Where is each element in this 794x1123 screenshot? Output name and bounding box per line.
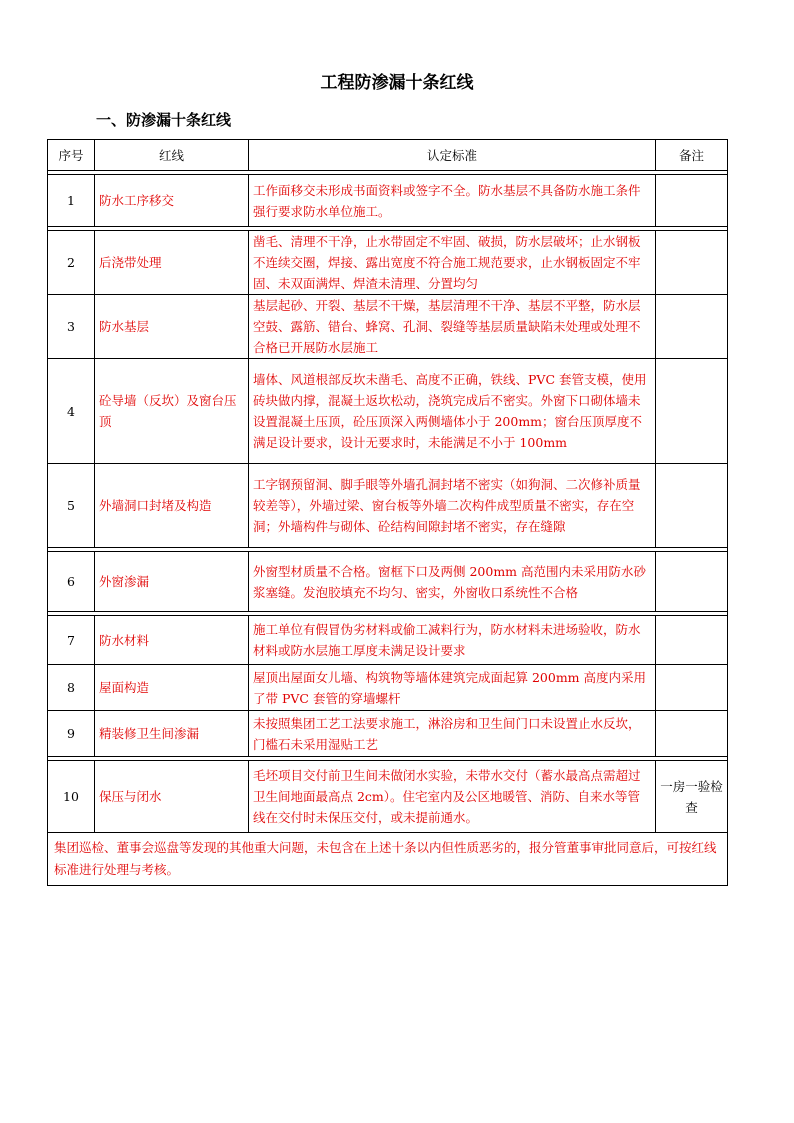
table-header-row [48, 140, 728, 171]
table-row [48, 552, 728, 612]
row-no: 10 [48, 761, 95, 833]
row-line: 外墙洞口封堵及构造 [95, 464, 249, 548]
row-no: 1 [48, 175, 95, 227]
row-note [656, 711, 728, 757]
header-no: 序号 [48, 140, 95, 171]
row-note [656, 464, 728, 548]
row-line: 砼导墙（反坎）及窗台压顶 [95, 359, 249, 464]
table-row [48, 711, 728, 757]
row-standard: 工作面移交未形成书面资料或签字不全。防水基层不具备防水施工条件强行要求防水单位施工。 [249, 175, 656, 227]
page-title: 工程防渗漏十条红线 [320, 73, 474, 93]
row-no: 2 [48, 231, 95, 295]
row-standard: 屋顶出屋面女儿墙、构筑物等墙体建筑完成面起算 200mm 高度内采用了带 PVC 套管的穿墙螺杆 [249, 665, 656, 711]
table-row [48, 175, 728, 227]
row-no: 8 [48, 665, 95, 711]
row-line: 屋面构造 [95, 665, 249, 711]
table-row [48, 665, 728, 711]
row-line: 防水基层 [95, 295, 249, 359]
red-line-table [47, 139, 728, 886]
table-row [48, 231, 728, 295]
footer-note: 集团巡检、董事会巡盘等发现的其他重大问题，未包含在上述十条以内但性质恶劣的，报分管董事审批同意后，可按红线标准进行处理与考核。 [48, 833, 728, 886]
row-standard: 墙体、风道根部反坎未凿毛、高度不正确，铁线、PVC 套管支模，使用砖块做内撑，混凝土返坎松动，浇筑完成后不密实。外窗下口砌体墙未设置混凝土压顶，砼压顶深入两侧墙体小于 200mm；窗台压顶厚度不满足设计要求，设计无要求时，未能满足不小于 100mm [249, 359, 656, 464]
table-row [48, 359, 728, 464]
row-no: 5 [48, 464, 95, 548]
row-line: 精装修卫生间渗漏 [95, 711, 249, 757]
header-line: 红线 [95, 140, 249, 171]
row-no: 3 [48, 295, 95, 359]
row-note [656, 616, 728, 665]
table-row [48, 295, 728, 359]
row-line: 后浇带处理 [95, 231, 249, 295]
table-row [48, 761, 728, 833]
row-line: 防水材料 [95, 616, 249, 665]
row-no: 9 [48, 711, 95, 757]
row-note [656, 665, 728, 711]
row-no: 7 [48, 616, 95, 665]
row-note [656, 359, 728, 464]
row-line: 保压与闭水 [95, 761, 249, 833]
row-no: 6 [48, 552, 95, 612]
row-standard: 基层起砂、开裂、基层不干燥，基层清理不干净、基层不平整，防水层空鼓、露筋、错台、蜂窝、孔洞、裂缝等基层质量缺陷未处理或处理不合格已开展防水层施工 [249, 295, 656, 359]
row-line: 防水工序移交 [95, 175, 249, 227]
header-standard: 认定标准 [249, 140, 656, 171]
row-note: 一房一验检查 [656, 761, 728, 833]
table-row [48, 464, 728, 548]
row-note [656, 552, 728, 612]
row-note [656, 175, 728, 227]
row-standard: 未按照集团工艺工法要求施工，淋浴房和卫生间门口未设置止水反坎，门槛石未采用湿贴工艺 [249, 711, 656, 757]
row-standard: 毛坯项目交付前卫生间未做闭水实验，未带水交付（蓄水最高点需超过卫生间地面最高点 2cm）。住宅室内及公区地暖管、消防、自来水等管线在交付时未保压交付，或未提前通水。 [249, 761, 656, 833]
table-row [48, 616, 728, 665]
row-standard: 凿毛、清理不干净，止水带固定不牢固、破损，防水层破坏；止水钢板不连续交圈，焊接、露出宽度不符合施工规范要求，止水钢板固定不牢固、未双面满焊、焊渣未清理、分置均匀 [249, 231, 656, 295]
row-standard: 施工单位有假冒伪劣材料或偷工减料行为，防水材料未进场验收，防水材料或防水层施工厚度未满足设计要求 [249, 616, 656, 665]
row-standard: 外窗型材质量不合格。窗框下口及两侧 200mm 高范围内未采用防水砂浆塞缝。发泡胶填充不均匀、密实，外窗收口系统性不合格 [249, 552, 656, 612]
header-note: 备注 [656, 140, 728, 171]
section-heading: 一、防渗漏十条红线 [96, 111, 232, 129]
row-no: 4 [48, 359, 95, 464]
row-note [656, 231, 728, 295]
row-line: 外窗渗漏 [95, 552, 249, 612]
row-note [656, 295, 728, 359]
footer-row [48, 833, 728, 886]
row-standard: 工字钢预留洞、脚手眼等外墙孔洞封堵不密实（如狗洞、二次修补质量较差等），外墙过梁、窗台板等外墙二次构件成型质量不密实，存在空洞；外墙构件与砌体、砼结构间隙封堵不密实，存在缝隙 [249, 464, 656, 548]
